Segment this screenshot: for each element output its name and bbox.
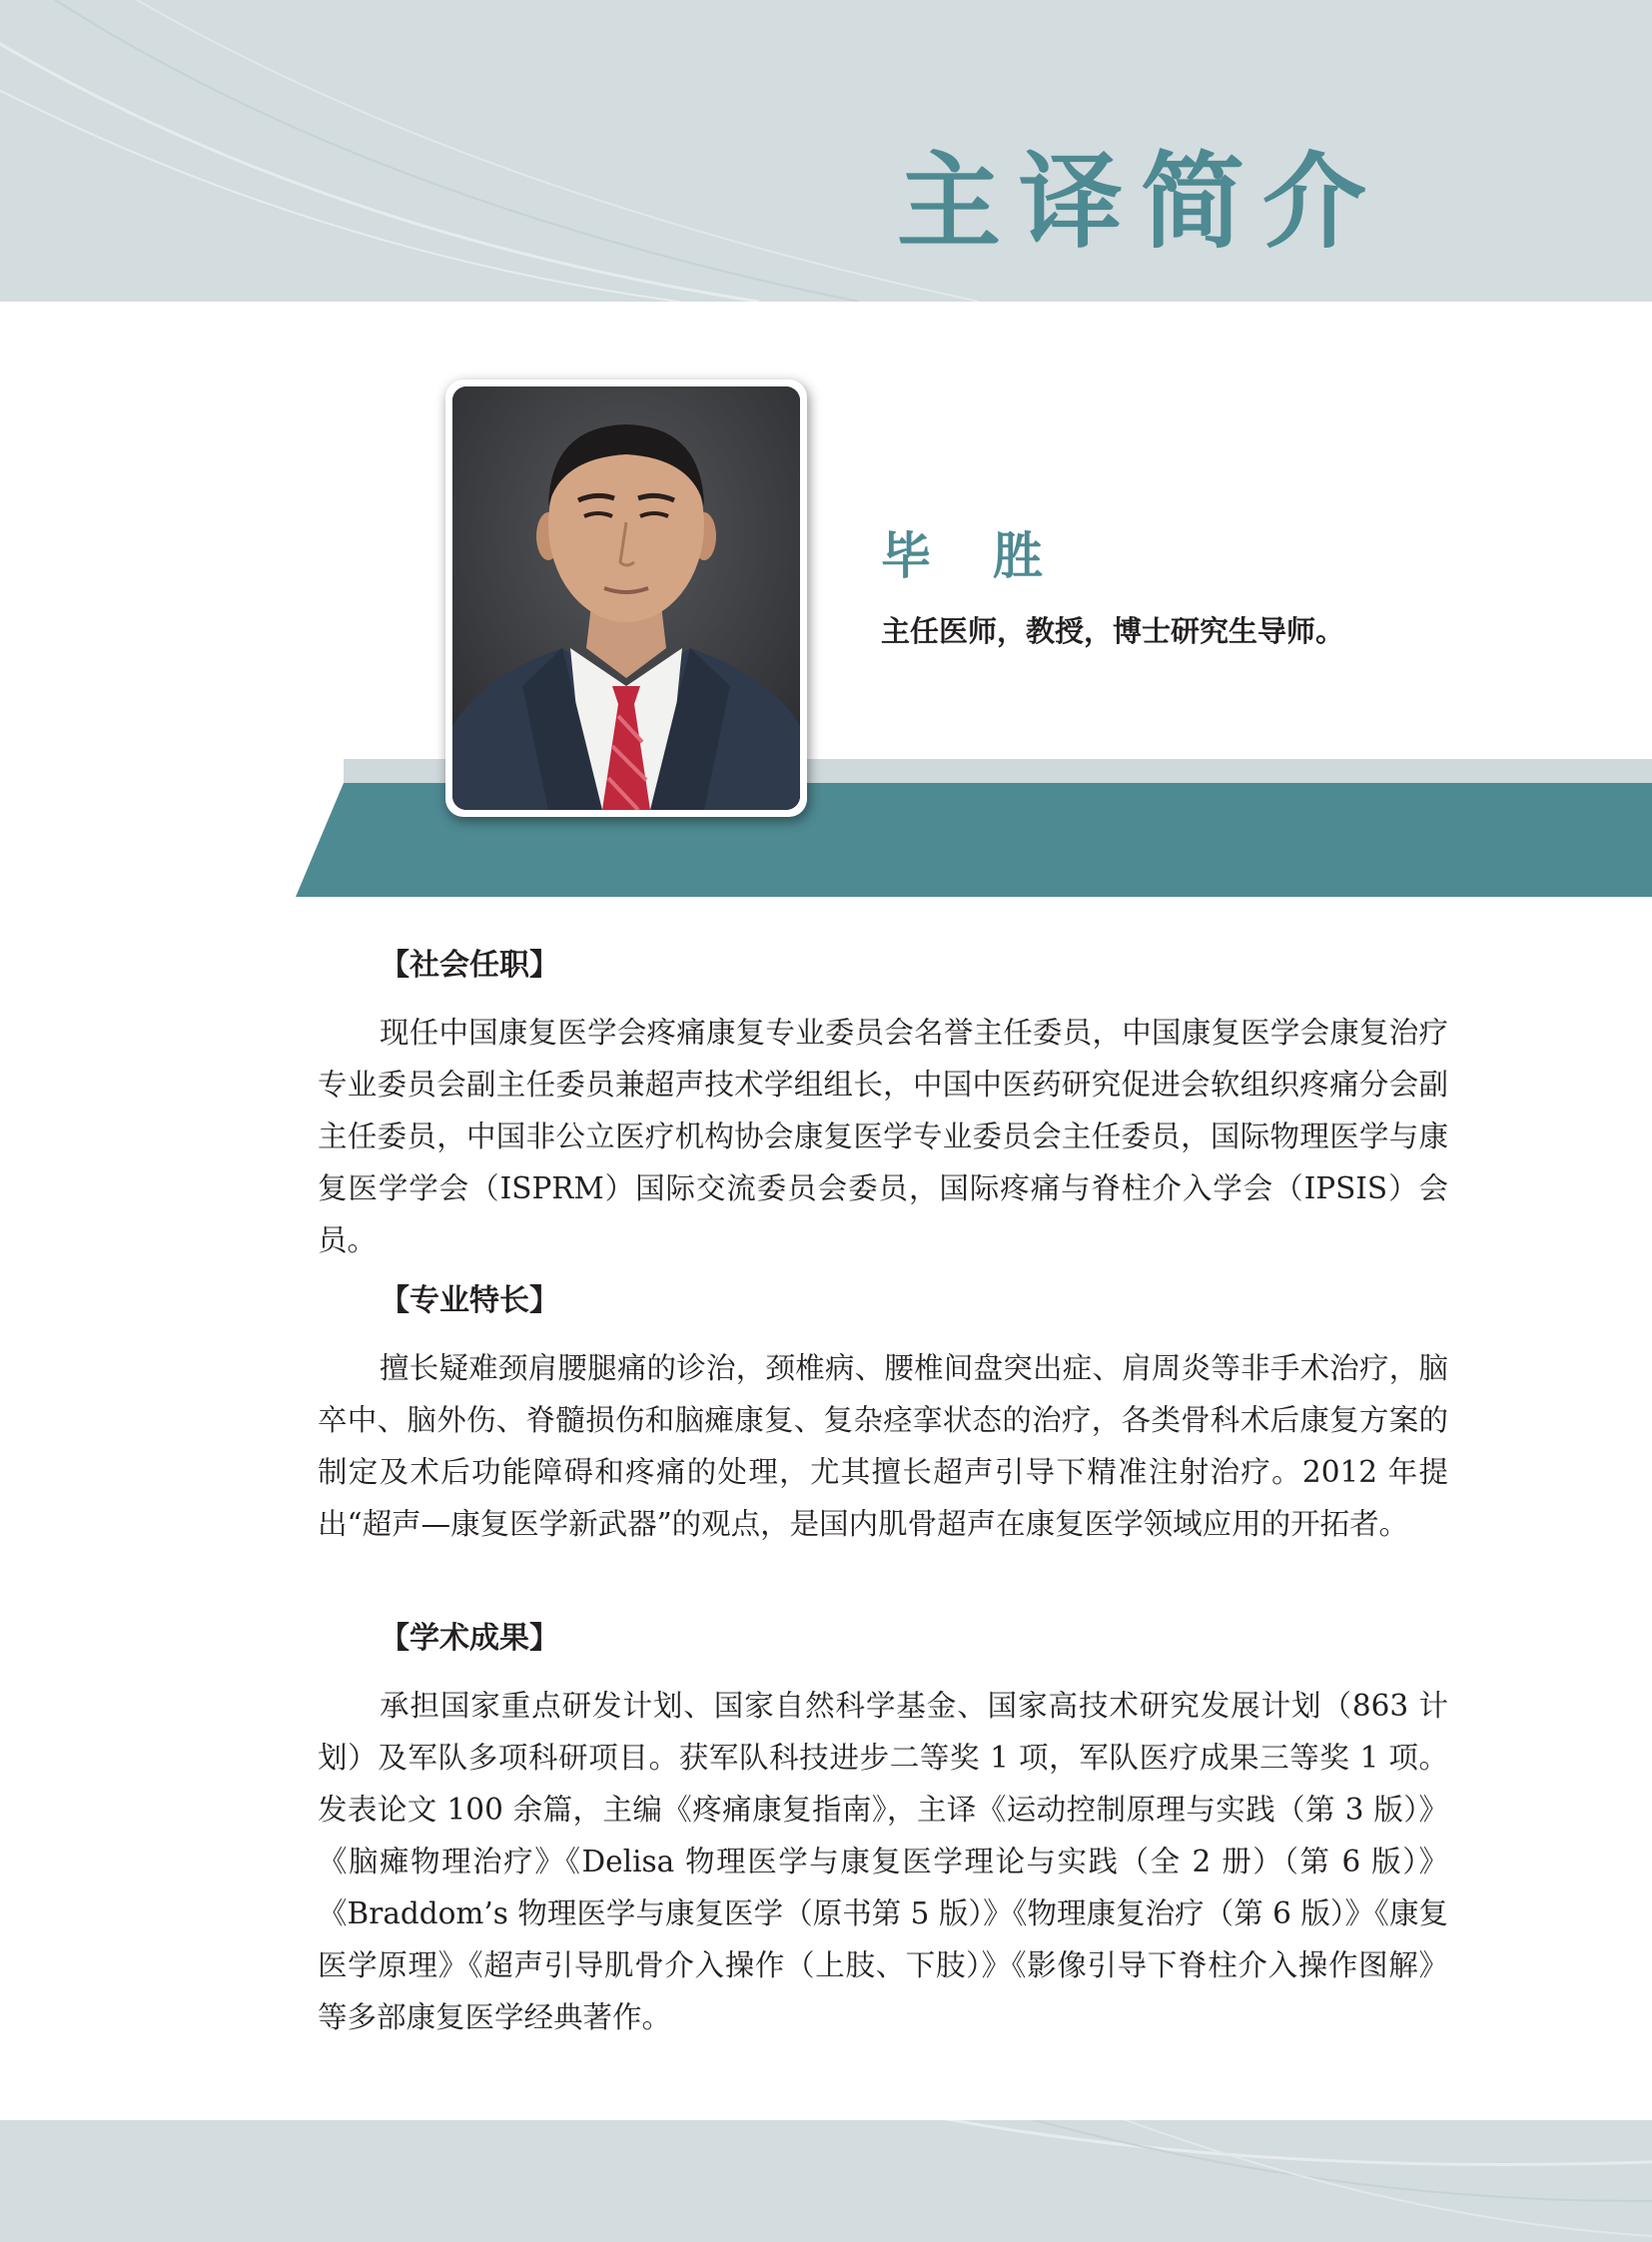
person-title: 主任医师，教授，博士研究生导师。 (881, 614, 1345, 648)
decorative-arcs-bottom (0, 2120, 1652, 2242)
portrait-frame (445, 379, 807, 817)
page-title: 主译简介 (896, 141, 1384, 263)
header-band (0, 0, 1652, 302)
footer-band (0, 2120, 1652, 2242)
section-text-achievements: 承担国家重点研发计划、国家自然科学基金、国家高技术研究发展计划（863 计划）及军队多项科研项目。获军队科技进步二等奖 1 项，军队医疗成果三等奖 1 项。发表论文 100 余篇，主编《疼痛康复指南》，主译《运动控制原理与实践（第 3 版）》《脑瘫物理治疗》《Delisa 物理医学与康复医学理论与实践（全 2 册）（第 6 版）》《Braddom’s 物理医学与康复医学（原书第 5 版）》《物理康复治疗（第 6 版）》《康复医学原理》《超声引导肌骨介入操作（上肢、下肢）》《影像引导下脊柱介入操作图解》等多部康复医学经典著作。 (318, 1689, 1449, 2034)
section-heading-specialties: 【专业特长】 (380, 1283, 559, 1318)
section-text-specialties: 擅长疑难颈肩腰腿痛的诊治，颈椎病、腰椎间盘突出症、肩周炎等非手术治疗，脑卒中、脑外伤、脊髓损伤和脑瘫康复、复杂痉挛状态的治疗，各类骨科术后康复方案的制定及术后功能障碍和疼痛的处理，尤其擅长超声引导下精准注射治疗。2012 年提出“超声—康复医学新武器”的观点，是国内肌骨超声在康复医学领域应用的开拓者。 (318, 1351, 1448, 1541)
person-name: 毕胜 (881, 527, 1105, 585)
name-banner (0, 759, 1652, 899)
decorative-arcs (0, 0, 1652, 302)
section-text-positions: 现任中国康复医学会疼痛康复专业委员会名誉主任委员，中国康复医学会康复治疗专业委员会副主任委员兼超声技术学组组长，中国中医药研究促进会软组织疼痛分会副主任委员，中国非公立医疗机构协会康复医学专业委员会主任委员，国际物理医学与康复医学学会（ISPRM）国际交流委员会委员，国际疼痛与脊柱介入学会（IPSIS）会员。 (318, 1016, 1448, 1257)
portrait-photo (452, 386, 800, 810)
section-heading-achievements: 【学术成果】 (380, 1621, 559, 1656)
section-heading-positions: 【社会任职】 (380, 948, 559, 983)
